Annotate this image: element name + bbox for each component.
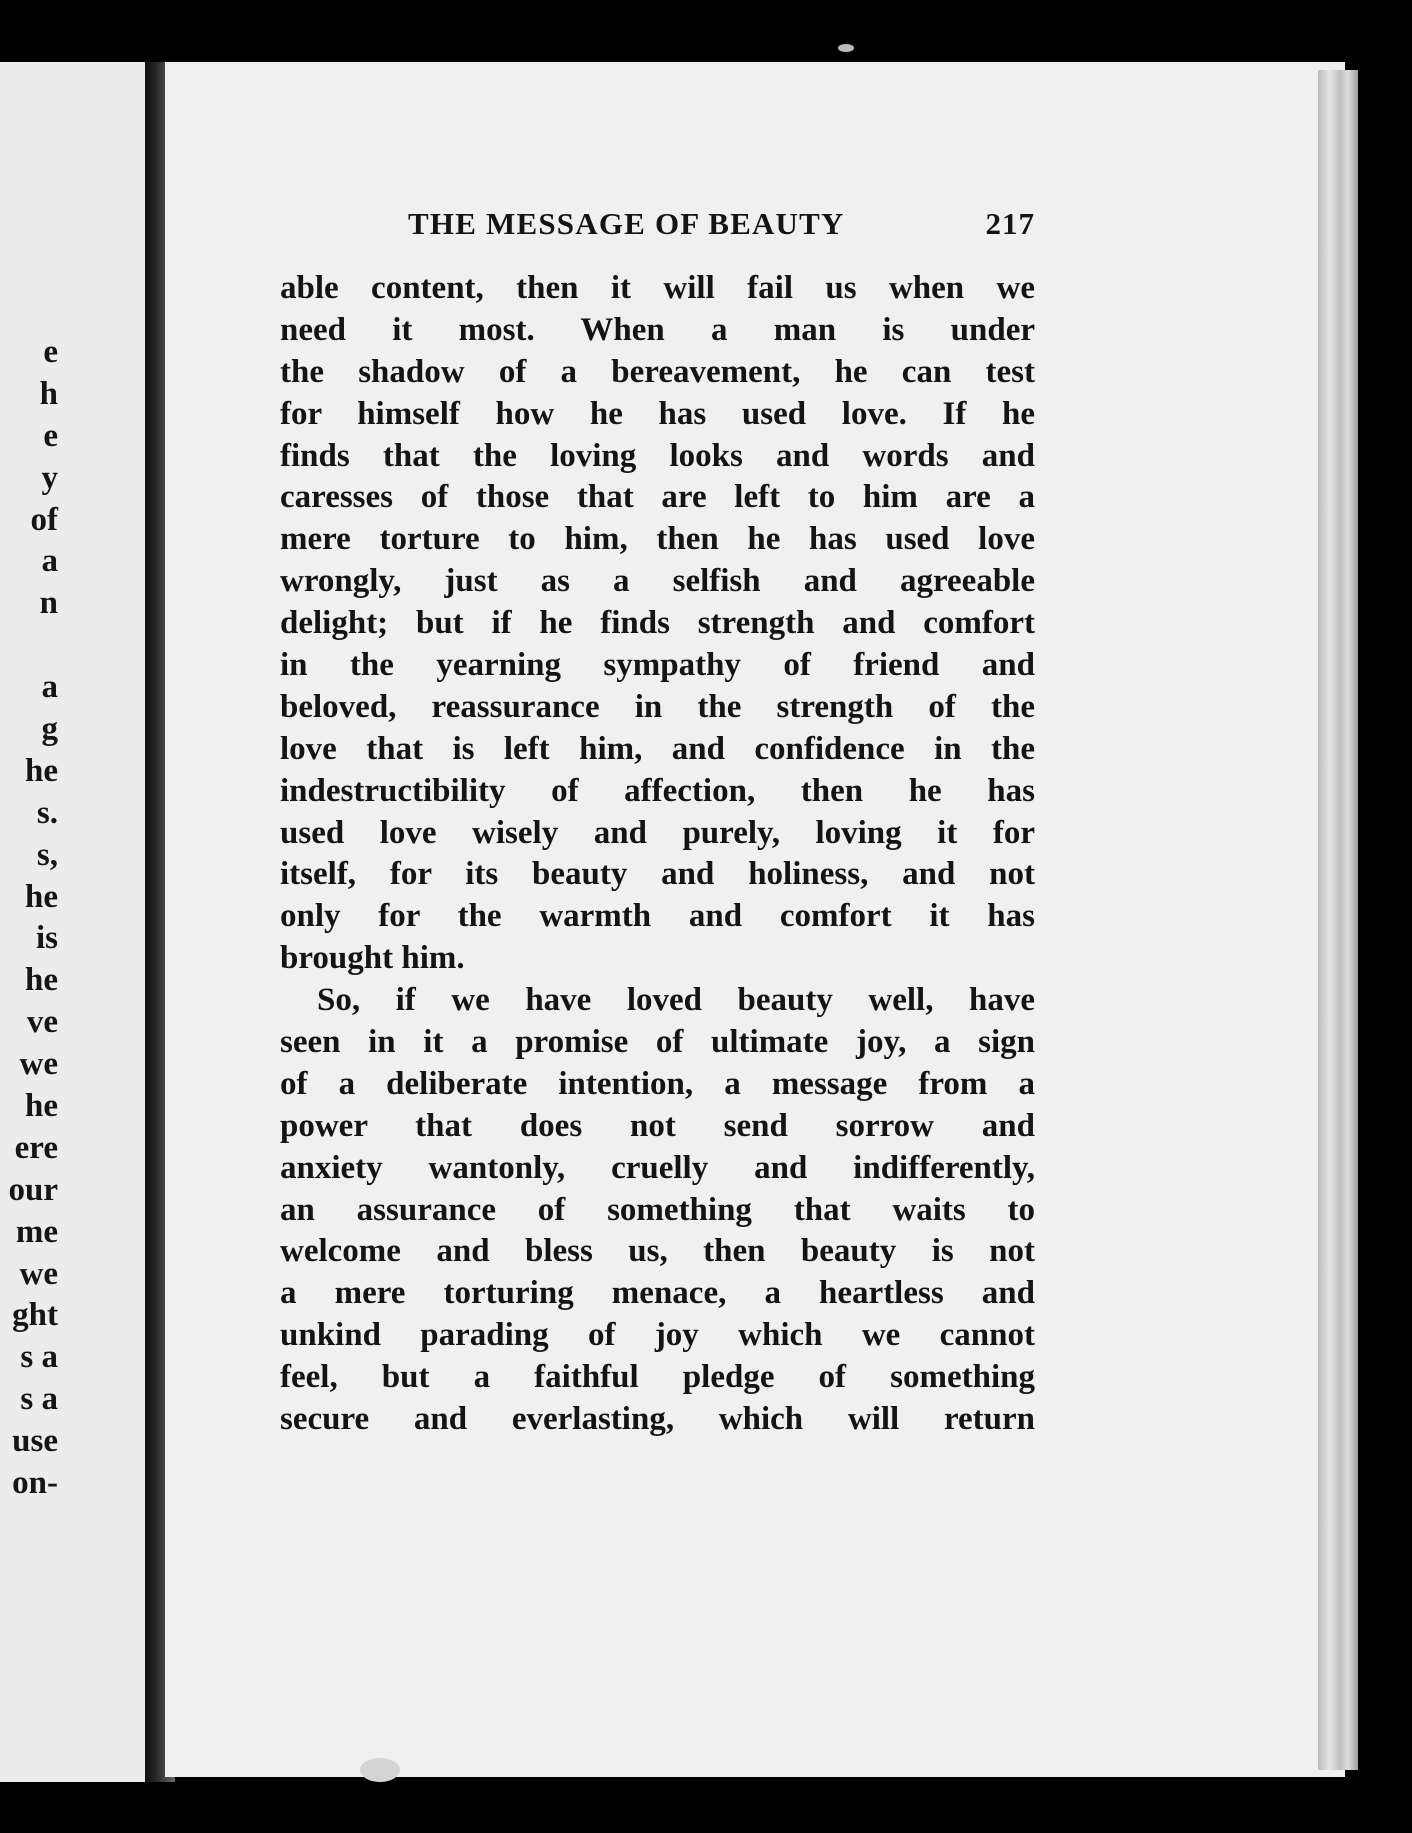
text-line: So, if we have loved beauty well, have bbox=[317, 982, 1035, 1019]
left-line: he bbox=[25, 752, 58, 789]
text-line: brought him. bbox=[280, 940, 465, 977]
text-line: an assurance of something that waits to bbox=[280, 1191, 1035, 1228]
text-line: welcome and bless us, then beauty is not bbox=[280, 1233, 1035, 1270]
left-line: ght bbox=[12, 1297, 58, 1334]
text-line: the shadow of a bereavement, he can test bbox=[280, 353, 1035, 390]
left-line: s a bbox=[20, 1339, 58, 1376]
running-head bbox=[280, 206, 1035, 250]
left-line: on- bbox=[12, 1465, 58, 1502]
text-line: anxiety wantonly, cruelly and indifferently, bbox=[280, 1149, 1035, 1186]
text-line: itself, for its beauty and holiness, and not bbox=[280, 856, 1035, 893]
text-line: mere torture to him, then he has used love bbox=[280, 521, 1035, 558]
scan-speck bbox=[360, 1758, 400, 1782]
left-line: s a bbox=[20, 1381, 58, 1418]
left-line: we bbox=[19, 1255, 58, 1292]
left-line: e bbox=[43, 334, 58, 370]
scan-speck bbox=[838, 44, 854, 52]
left-line: me bbox=[15, 1213, 58, 1250]
left-line: we bbox=[19, 1046, 58, 1083]
left-line: he bbox=[25, 1088, 58, 1125]
left-line: h bbox=[39, 375, 58, 412]
page-number: 217 bbox=[985, 206, 1035, 241]
left-line: g bbox=[41, 711, 58, 748]
left-line: a bbox=[41, 669, 58, 706]
left-line: a bbox=[41, 543, 58, 580]
left-line: ere bbox=[14, 1129, 58, 1166]
text-line: power that does not send sorrow and bbox=[280, 1107, 1035, 1144]
text-line: used love wisely and purely, loving it for bbox=[280, 814, 1035, 851]
left-line: our bbox=[8, 1171, 58, 1208]
page-edge bbox=[1318, 70, 1358, 1770]
left-line: y bbox=[41, 459, 58, 496]
text-line: indestructibility of affection, then he has bbox=[280, 772, 1035, 809]
text-line: caresses of those that are left to him are a bbox=[280, 479, 1035, 516]
left-line: use bbox=[12, 1423, 58, 1460]
text-line: feel, but a faithful pledge of something bbox=[280, 1359, 1035, 1396]
left-line: he bbox=[25, 878, 58, 915]
left-line: is bbox=[35, 920, 58, 957]
left-line: e bbox=[43, 417, 58, 454]
running-title: THE MESSAGE OF BEAUTY bbox=[408, 206, 845, 241]
left-line: he bbox=[25, 962, 58, 999]
text-line: able content, then it will fail us when we bbox=[280, 270, 1035, 306]
left-page bbox=[0, 62, 145, 1782]
text-line: love that is left him, and confidence in the bbox=[280, 730, 1035, 767]
text-line: unkind parading of joy which we cannot bbox=[280, 1317, 1035, 1354]
text-line: of a deliberate intention, a message from a bbox=[280, 1065, 1035, 1102]
left-line: s. bbox=[36, 794, 58, 831]
text-line: beloved, reassurance in the strength of the bbox=[280, 688, 1035, 725]
text-line: in the yearning sympathy of friend and bbox=[280, 647, 1035, 684]
text-line: for himself how he has used love. If he bbox=[280, 395, 1035, 432]
text-line: a mere torturing menace, a heartless and bbox=[280, 1275, 1035, 1312]
text-line: need it most. When a man is under bbox=[280, 311, 1035, 348]
text-line: seen in it a promise of ultimate joy, a sign bbox=[280, 1024, 1035, 1061]
left-line: of bbox=[30, 501, 58, 538]
text-line: wrongly, just as a selfish and agreeable bbox=[280, 563, 1035, 600]
left-line: ve bbox=[26, 1004, 58, 1041]
left-line: n bbox=[39, 585, 58, 622]
left-line bbox=[0, 625, 60, 667]
text-line: only for the warmth and comfort it has bbox=[280, 898, 1035, 935]
body-text bbox=[280, 268, 1035, 1441]
text-line: finds that the loving looks and words and bbox=[280, 437, 1035, 474]
left-line: s, bbox=[36, 836, 58, 873]
left-page-text bbox=[0, 332, 60, 1505]
text-line: secure and everlasting, which will return bbox=[280, 1401, 1035, 1438]
text-line: delight; but if he finds strength and comfort bbox=[280, 605, 1035, 642]
